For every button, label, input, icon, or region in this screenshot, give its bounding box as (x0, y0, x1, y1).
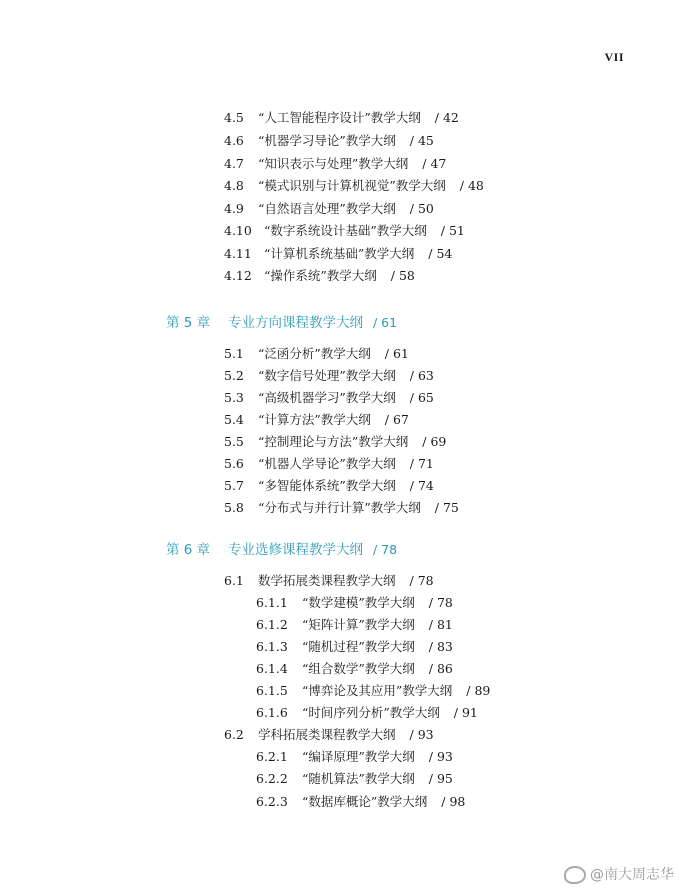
weibo-icon (564, 866, 586, 884)
toc-entry-6-1-1[interactable]: 6.1.1 “数学建模”教学大纲 / 78 (256, 595, 453, 610)
toc-entry-6-1-6[interactable]: 6.1.6 “时间序列分析”教学大纲 / 91 (256, 705, 478, 720)
chapter-5-title: 专业方向课程教学大纲 (228, 315, 363, 331)
chapter-6-title: 专业选修课程教学大纲 (228, 542, 363, 558)
toc-entry-6-2-1[interactable]: 6.2.1 “编译原理”教学大纲 / 93 (256, 749, 453, 764)
toc-entry-6-1-2[interactable]: 6.1.2 “矩阵计算”教学大纲 / 81 (256, 617, 453, 632)
toc-entry-6-2-3[interactable]: 6.2.3 “数据库概论”教学大纲 / 98 (256, 794, 466, 809)
toc-entry-5-8[interactable]: 5.8 “分布式与并行计算”教学大纲 / 75 (224, 500, 459, 515)
toc-entry-6-2[interactable]: 6.2 学科拓展类课程教学大纲 / 93 (224, 727, 434, 742)
toc-entry-6-1[interactable]: 6.1 数学拓展类课程教学大纲 / 78 (224, 573, 434, 588)
toc-entry-4-12[interactable]: 4.12 “操作系统”教学大纲 / 58 (224, 268, 415, 283)
toc-entry-5-2[interactable]: 5.2 “数字信号处理”教学大纲 / 63 (224, 368, 434, 383)
toc-entry-5-7[interactable]: 5.7 “多智能体系统”教学大纲 / 74 (224, 478, 434, 493)
chapter-6-heading[interactable]: 第 6 章 专业选修课程教学大纲 / 78 (166, 542, 398, 558)
chapter-5-heading[interactable]: 第 5 章 专业方向课程教学大纲 / 61 (166, 315, 398, 331)
toc-entry-4-9[interactable]: 4.9 “自然语言处理”教学大纲 / 50 (224, 201, 434, 216)
toc-entry-5-1[interactable]: 5.1 “泛函分析”教学大纲 / 61 (224, 346, 409, 361)
toc-entry-6-1-4[interactable]: 6.1.4 “组合数学”教学大纲 / 86 (256, 661, 453, 676)
toc-entry-5-6[interactable]: 5.6 “机器人学导论”教学大纲 / 71 (224, 456, 434, 471)
page-number: VII (604, 50, 624, 64)
toc-entry-4-8[interactable]: 4.8 “模式识别与计算机视觉”教学大纲 / 48 (224, 178, 484, 193)
toc-entry-6-1-3[interactable]: 6.1.3 “随机过程”教学大纲 / 83 (256, 639, 453, 654)
watermark: @南大周志华 (564, 864, 674, 884)
toc-entry-5-3[interactable]: 5.3 “高级机器学习”教学大纲 / 65 (224, 390, 434, 405)
toc-entry-5-5[interactable]: 5.5 “控制理论与方法”教学大纲 / 69 (224, 434, 447, 449)
toc-entry-6-2-2[interactable]: 6.2.2 “随机算法”教学大纲 / 95 (256, 771, 453, 786)
toc-entry-5-4[interactable]: 5.4 “计算方法”教学大纲 / 67 (224, 412, 409, 427)
toc-entry-4-5[interactable]: 4.5 “人工智能程序设计”教学大纲 / 42 (224, 110, 459, 125)
toc-entry-4-6[interactable]: 4.6 “机器学习导论”教学大纲 / 45 (224, 133, 434, 148)
toc-entry-4-10[interactable]: 4.10 “数字系统设计基础”教学大纲 / 51 (224, 223, 465, 238)
toc-entry-6-1-5[interactable]: 6.1.5 “博弈论及其应用”教学大纲 / 89 (256, 683, 491, 698)
toc-entry-4-7[interactable]: 4.7 “知识表示与处理”教学大纲 / 47 (224, 156, 447, 171)
toc-entry-4-11[interactable]: 4.11 “计算机系统基础”教学大纲 / 54 (224, 246, 453, 261)
